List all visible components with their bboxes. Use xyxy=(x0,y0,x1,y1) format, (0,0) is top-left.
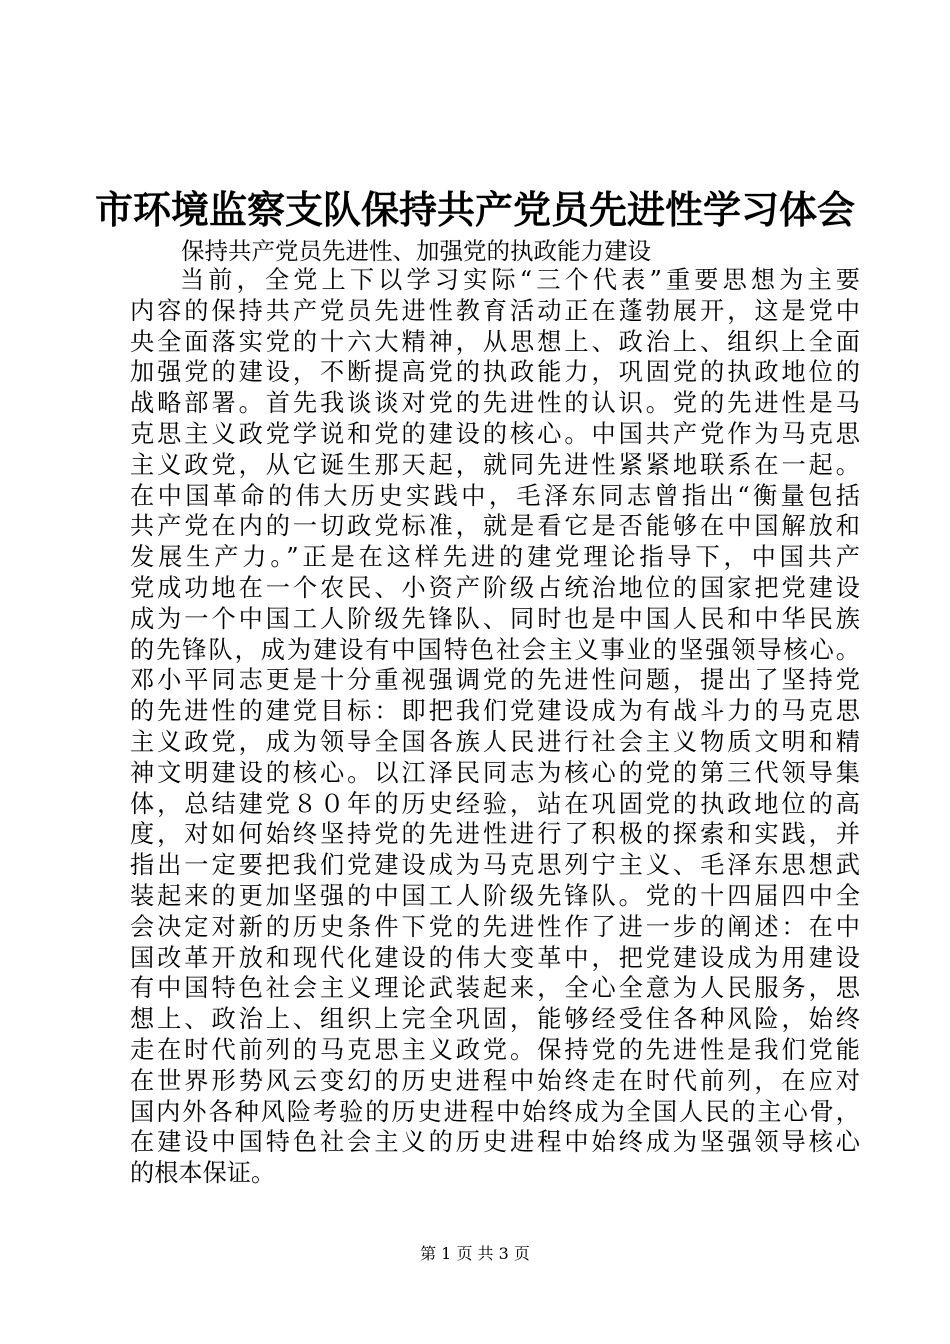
paragraph-line: 度，对如何始终坚持党的先进性进行了积极的探索和实践，并 xyxy=(130,820,860,849)
page-number-footer: 第 1 页 共 3 页 xyxy=(420,1244,530,1263)
document-subtitle: 保持共产党员先进性、加强党的执政能力建设 xyxy=(181,237,651,265)
paragraph-line: 党成功地在一个农民、小资产阶级占统治地位的国家把党建设 xyxy=(130,573,860,602)
paragraph-line: 装起来的更加坚强的中国工人阶级先锋队。党的十四届四中全 xyxy=(130,881,860,910)
paragraph-line: 央全面落实党的十六大精神，从思想上、政治上、组织上全面 xyxy=(130,327,860,356)
body-paragraph xyxy=(130,265,860,1189)
paragraph-line: 当前，全党上下以学习实际“三个代表”重要思想为主要 xyxy=(180,266,860,294)
paragraph-line: 的先进性的建党目标：即把我们党建设成为有战斗力的马克思 xyxy=(130,697,860,726)
paragraph-line: 在世界形势风云变幻的历史进程中始终走在时代前列，在应对 xyxy=(130,1066,860,1095)
paragraph-line: 走在时代前列的马克思主义政党。保持党的先进性是我们党能 xyxy=(130,1035,860,1064)
paragraph-line: 战略部署。首先我谈谈对党的先进性的认识。党的先进性是马 xyxy=(130,389,860,418)
paragraph-line: 有中国特色社会主义理论武装起来，全心全意为人民服务，思 xyxy=(130,974,860,1003)
paragraph-line: 在中国革命的伟大历史实践中，毛泽东同志曾指出“衡量包括 xyxy=(130,481,860,510)
paragraph-line: 内容的保持共产党员先进性教育活动正在蓬勃展开，这是党中 xyxy=(130,296,860,325)
paragraph-line: 会决定对新的历史条件下党的先进性作了进一步的阐述：在中 xyxy=(130,912,860,941)
paragraph-line: 主义政党，从它诞生那天起，就同先进性紧紧地联系在一起。 xyxy=(130,450,860,479)
paragraph-line: 发展生产力。”正是在这样先进的建党理论指导下，中国共产 xyxy=(130,543,860,572)
document-title: 市环境监察支队保持共产党员先进性学习体会 xyxy=(94,187,855,232)
paragraph-line: 的根本保证。 xyxy=(130,1159,276,1188)
paragraph-line: 在建设中国特色社会主义的历史进程中始终成为坚强领导核心 xyxy=(130,1128,860,1157)
paragraph-line: 神文明建设的核心。以江泽民同志为核心的党的第三代领导集 xyxy=(130,758,860,787)
paragraph-line: 加强党的建设，不断提高党的执政能力，巩固党的执政地位的 xyxy=(130,358,860,387)
paragraph-line: 的先锋队，成为建设有中国特色社会主义事业的坚强领导核心。 xyxy=(130,635,860,664)
paragraph-line: 指出一定要把我们党建设成为马克思列宁主义、毛泽东思想武 xyxy=(130,851,860,880)
paragraph-line: 国改革开放和现代化建设的伟大变革中，把党建设成为用建设 xyxy=(130,943,860,972)
paragraph-line: 克思主义政党学说和党的建设的核心。中国共产党作为马克思 xyxy=(130,419,860,448)
paragraph-line: 主义政党，成为领导全国各族人民进行社会主义物质文明和精 xyxy=(130,727,860,756)
paragraph-line: 共产党在内的一切政党标准，就是看它是否能够在中国解放和 xyxy=(130,512,860,541)
paragraph-line: 邓小平同志更是十分重视强调党的先进性问题，提出了坚持党 xyxy=(130,666,860,695)
paragraph-line: 想上、政治上、组织上完全巩固，能够经受住各种风险，始终 xyxy=(130,1005,860,1034)
paragraph-line: 体，总结建党８０年的历史经验，站在巩固党的执政地位的高 xyxy=(130,789,860,818)
paragraph-line: 国内外各种风险考验的历史进程中始终成为全国人民的主心骨， xyxy=(130,1097,860,1126)
paragraph-line: 成为一个中国工人阶级先锋队、同时也是中国人民和中华民族 xyxy=(130,604,860,633)
